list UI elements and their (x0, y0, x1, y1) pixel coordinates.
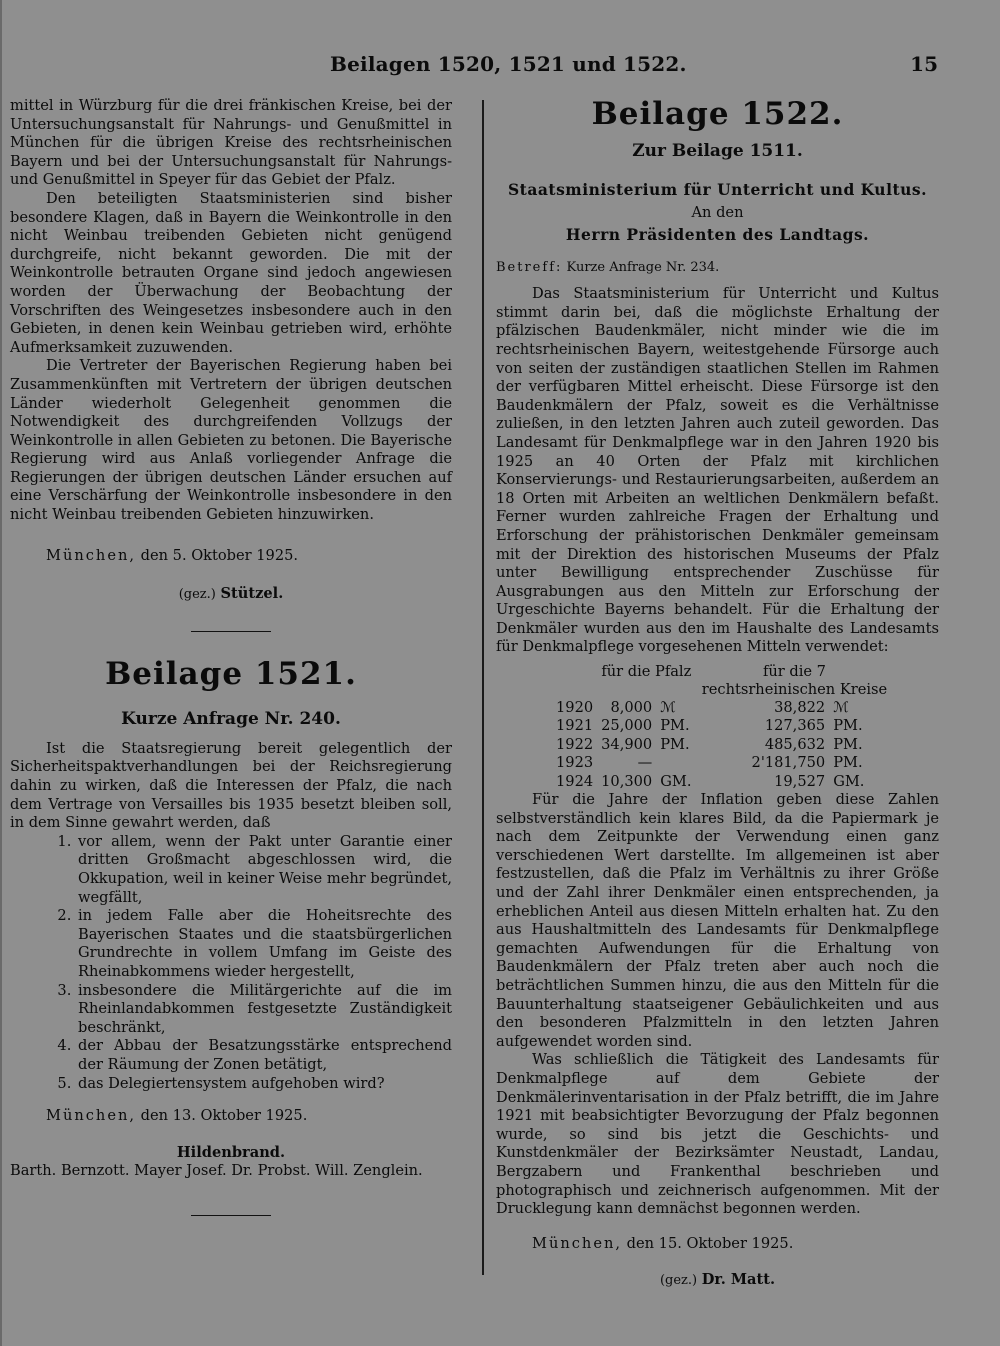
col-header-pfalz: für die Pfalz (601, 663, 692, 681)
address-to: An den (691, 204, 744, 221)
paragraph: Die Vertreter der Bayerischen Regierung haben bei Zusammenkünften mit Vertretern der übrigen deutschen Länder wiederholt Gelegenheit genommen die Notwendigkeit des durchgreifenden Vollzugs der Weinkontrolle in allen Gebieten zu betonen. Die Bayerische Regierung wird aus Anlaß vorliegender Anfrage die Regierungen der übrigen deutschen Länder ersuchen auf eine Verschärfung der Weinkontrolle insbesondere in den nicht Weinbau treibenden Gebieten hinzuwirken. (10, 357, 452, 524)
signature-prefix: (gez.) (178, 587, 216, 603)
paragraph: Das Staatsministerium für Unterricht und Kultus stimmt darin bei, daß die möglichste Erhaltung der pfälzischen Baudenkmäler, nicht minder wie die im rechtsrheinischen Bayern, weitestgehende Fürsorge auch von seiten der zuständigen staatlichen Stellen im Rahmen der verfügbaren Mittel erheischt. Diese Fürsorge ist den Baudenkmälern der Pfalz, soweit es die Verhältnisse zuließen, in den letzten Jahren auch zuteil geworden. Das Landesamt für Denkmalpflege war in den Jahren 1920 bis 1925 an 40 Orten der Pfalz mit kirchlichen Konservierungs- und Restaurierungsarbeiten, außerdem an 18 Orten mit Arbeiten an weltlichen Denkmälern befaßt. Ferner wurden zahlreiche Fragen der Erhaltung und Erforschung der prähistorischen Denkmäler gemeinsam mit der Direktion des historischen Museums der Pfalz unter Bewilligung entsprechender Zuschüsse für Ausgrabungen aus den Mitteln zur Erforschung der Urgeschichte Bayerns behandelt. Für die Erhaltung der Denkmäler wurden aus den im Haushalte des Landesamts für Denkmalpflege vorgesehenen Mitteln verwendet: (496, 285, 939, 656)
running-header (0, 52, 1000, 76)
signer-main: Hildenbrand. (176, 1143, 286, 1161)
table-row: 1920 8,000 ℳ 38,822 ℳ (556, 699, 849, 717)
page-number: 15 (910, 52, 938, 76)
paragraph: Was schließlich die Tätigkeit des Landesamts für Denkmalpflege auf dem Gebiete der Denkmälerinventarisation in der Pfalz betrifft, die im Jahre 1921 mit beabsichtigter Bevorzugung der Pfalz begonnen wurde, so sind bis jetzt die Geschichts- und Kunstdenkmäler der Bezirksämter Neustadt, Landau, Bergzabern und Frankenthal beschrieben und photographisch und zeichnerisch aufgenommen. Mit der Drucklegung kann demnächst begonnen werden. (496, 1051, 939, 1218)
col-header-rechts: für die 7 rechtsrheinischen Kreise (701, 663, 888, 699)
expenditure-table (552, 663, 893, 791)
addressee: Herrn Präsidenten des Landtags. (565, 224, 870, 244)
date-line (496, 1235, 939, 1254)
date-place: München, (46, 1107, 136, 1125)
running-title: Beilagen 1520, 1521 und 1522. (330, 52, 687, 76)
paragraph: Für die Jahre der Inflation geben diese Zahlen selbstverständlich kein klares Bild, da die Papiermark je nach dem Zeitpunkte der Verwendung einen ganz verschiedenen Wert darstellte. Im allgemeinen ist aber festzustellen, daß die Pfalz im Verhältnis zu ihrer Größe und der Zahl ihrer Denkmäler einen entsprechenden, ja erheblichen Anteil aus diesen Mitteln erhalten hat. Zu den aus Haushaltmitteln des Landesamts für Denkmalpflege gemachten Aufwendungen für die Erhaltung von Baudenkmälern der Pfalz treten aber auch noch die beträchtlichen Summen hinzu, die aus den Mitteln für die Bauunterhaltung staatseigener Gebäulichkeiten und aus den besonderen Pfalzmitteln in den letzten Jahren aufgewendet worden sind. (496, 791, 939, 1050)
beilage-1521-title: Beilage 1521. (105, 655, 357, 692)
beilage-1522-title: Beilage 1522. (591, 96, 844, 132)
section-rule (191, 1215, 271, 1216)
list-item: 5. das Delegiertensystem aufgehoben wird? (76, 1075, 452, 1094)
table-row: 1923 — 2'181,750 PM. (556, 754, 863, 772)
column-divider (482, 100, 484, 1275)
table-header-row (552, 663, 893, 699)
subject-label: Betreff: (496, 259, 563, 275)
signature-name: Stützel. (220, 585, 284, 603)
table-row: 1922 34,900 PM. 485,632 PM. (556, 735, 863, 753)
date-text: den 5. Oktober 1925. (140, 546, 299, 564)
anfrage-title: Kurze Anfrage Nr. 240. (121, 708, 341, 729)
list-item: 2. in jedem Falle aber die Hoheitsrechte des Bayerischen Staates und die staatsbürgerlichen Grundrechte in vollem Umfang im Geiste des Rheinabkommens wieder hergestellt, (76, 907, 452, 981)
right-column (496, 94, 939, 1291)
date-line (10, 547, 452, 566)
list-item: 3. insbesondere die Militärgerichte auf die im Rheinlandabkommen festgesetzte Zuständigkeit beschränkt, (76, 982, 452, 1038)
table-row: 1921 25,000 PM. 127,365 PM. (556, 717, 863, 735)
date-text: den 15. Oktober 1925. (626, 1234, 794, 1252)
subject-text: Kurze Anfrage Nr. 234. (566, 259, 720, 275)
date-place: München, (532, 1234, 622, 1252)
subject-line (496, 259, 939, 278)
date-place: München, (46, 546, 136, 564)
date-text: den 13. Oktober 1925. (140, 1107, 308, 1125)
table-row: 1924 10,300 GM. 19,527 GM. (556, 772, 865, 790)
list-item: 4. der Abbau der Besatzungsstärke entsprechend der Räumung der Zonen betätigt, (76, 1037, 452, 1074)
co-signers: Barth. Bernzott. Mayer Josef. Dr. Probst. Will. Zenglein. (10, 1162, 423, 1180)
ministry-heading: Staatsministerium für Unterricht und Kultus. (507, 180, 928, 199)
paragraph: Den beteiligten Staatsministerien sind bisher besondere Klagen, daß in Bayern die Weinkontrolle in den nicht Weinbau treibenden Gebieten nicht genügend durchgreife, nicht bekannt geworden. Die mit der Weinkontrolle betrauten Organe sind jedoch angewiesen worden der Überwachung der Beobachtung der Vorschriften des Weingesetzes insbesondere auch in den Gebieten, in denen kein Weinbau getrieben wird, erhöhte Aufmerksamkeit zuzuwenden. (10, 189, 452, 356)
signature-prefix: (gez.) (659, 1273, 698, 1289)
signature-line (10, 585, 452, 605)
question-intro: Ist die Staatsregierung bereit gelegentlich der Sicherheitspaktverhandlungen bei der Reichsregierung dahin zu wirken, daß die Interessen der Pfalz, die nach dem Vertrage von Versailles bis 1935 besetzt bleiben soll, in dem Sinne gewahrt werden, daß (10, 739, 452, 832)
list-item: 1. vor allem, wenn der Pakt unter Garantie einer dritten Großmacht abgeschlossen wird, die Okkupation, weil in keiner Weise mehr begründet, wegfällt, (76, 833, 452, 907)
left-column (10, 97, 452, 1216)
date-line (10, 1107, 452, 1126)
reference-title: Zur Beilage 1511. (632, 141, 803, 161)
paragraph: mittel in Würzburg für die drei fränkischen Kreise, bei der Untersuchungsanstalt für Nahrungs- und Genußmittel in München für die übrigen Kreise des rechtsrheinischen Bayern und bei der Untersuchungsanstalt für Nahrungs- und Genußmittel in Speyer für das Gebiet der Pfalz. (10, 97, 452, 189)
signature-line (496, 1271, 939, 1291)
demands-list (10, 833, 452, 1093)
scan-edge (0, 0, 2, 1346)
signature-name: Dr. Matt. (701, 1271, 776, 1289)
